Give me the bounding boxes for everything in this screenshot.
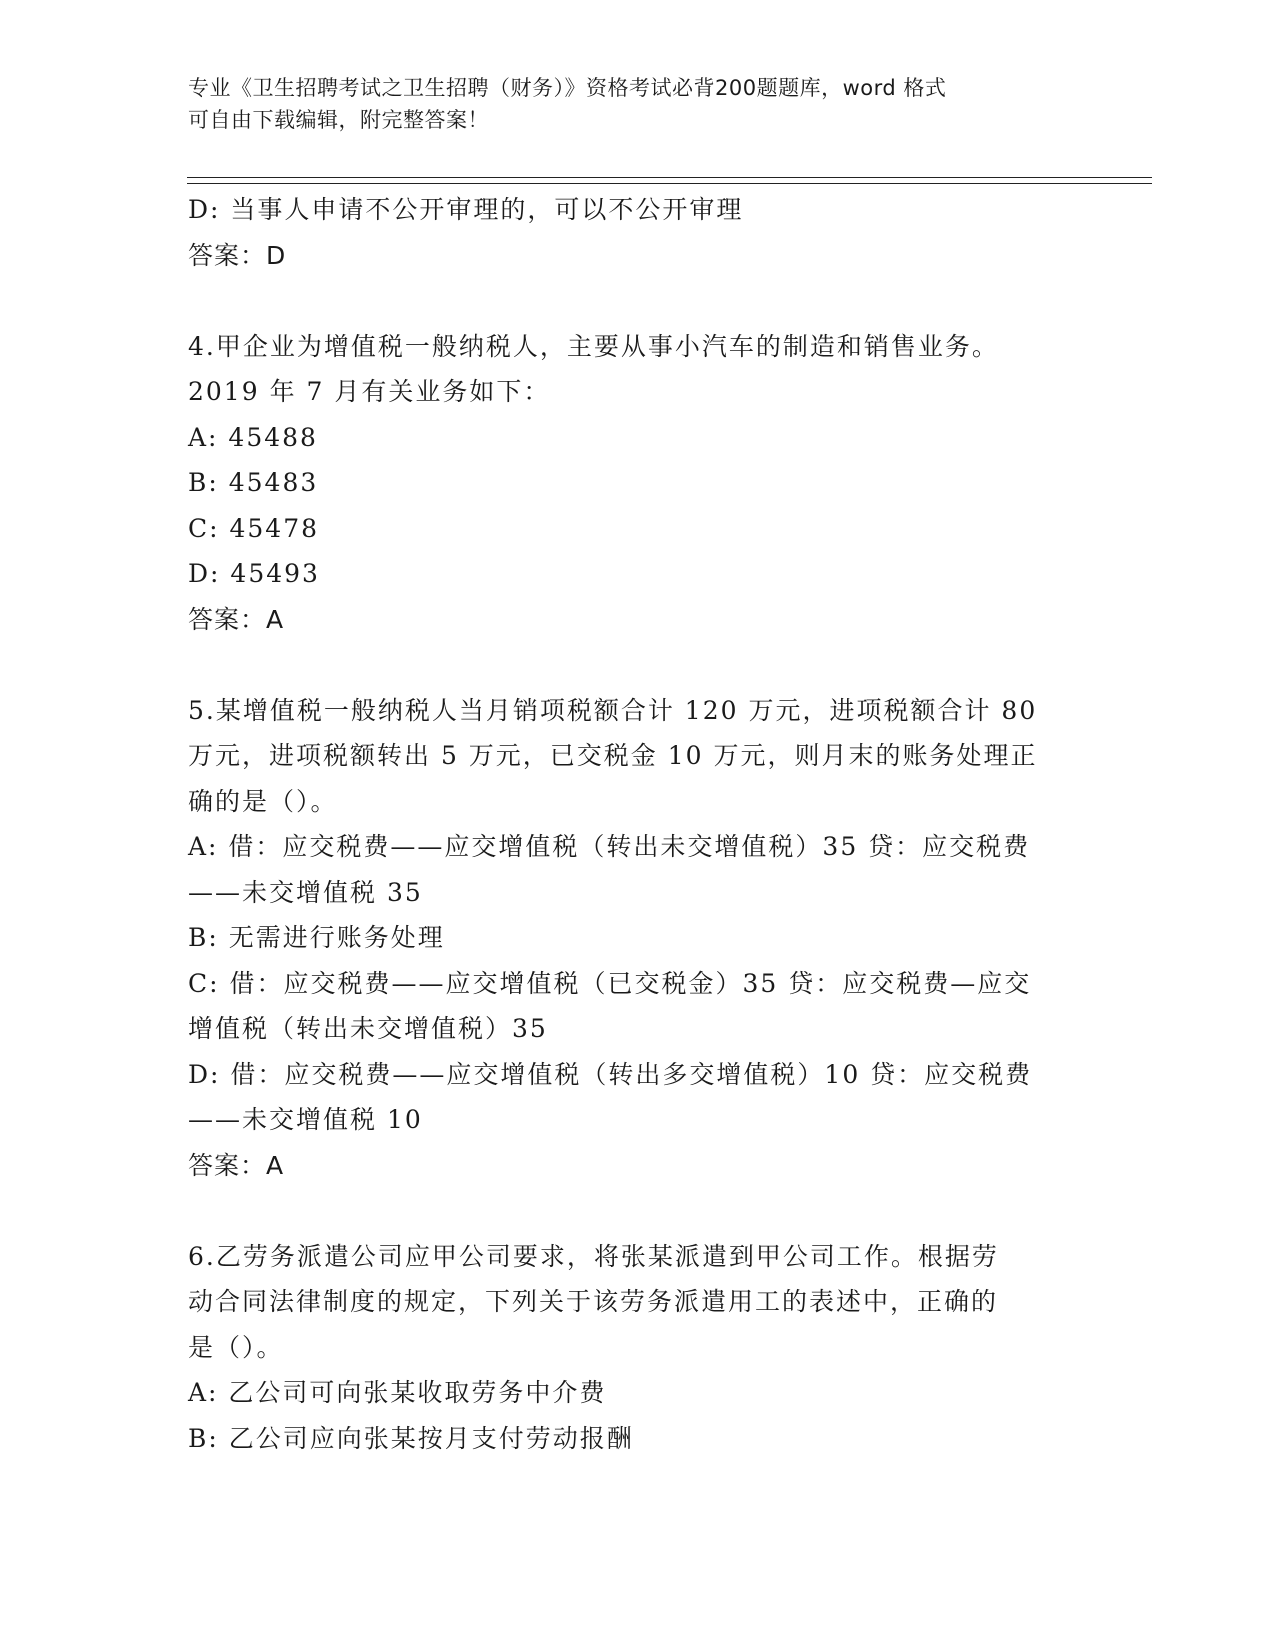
option-a-continued: ——未交增值税 35 <box>188 877 423 907</box>
document-header <box>188 72 1088 136</box>
option-d: D: 借：应交税费——应交增值税（转出多交增值税）10 贷：应交税费 <box>188 1059 1033 1089</box>
answer-label: 答案：A <box>188 1150 285 1180</box>
spacer <box>188 278 1088 324</box>
option-d: D: 当事人申请不公开审理的，可以不公开审理 <box>188 195 744 224</box>
question-stem: 确的是（）。 <box>188 786 338 816</box>
question-stem: 6.乙劳务派遣公司应甲公司要求，将张某派遣到甲公司工作。根据劳 <box>188 1241 999 1271</box>
option-c: C: 45478 <box>188 513 320 543</box>
answer-label: 答案：D <box>188 240 287 270</box>
question-4 <box>188 324 1088 643</box>
header-divider-bottom <box>187 183 1152 184</box>
option-a: A: 45488 <box>188 422 318 452</box>
answer-label: 答案：A <box>188 604 285 634</box>
question-stem: 动合同法律制度的规定，下列关于该劳务派遣用工的表述中，正确的 <box>188 1287 999 1316</box>
option-a: A: 乙公司可向张某收取劳务中介费 <box>188 1378 607 1407</box>
option-c: C: 借：应交税费——应交增值税（已交税金）35 贷：应交税费—应交 <box>188 968 1032 998</box>
question-stem: 万元，进项税额转出 5 万元，已交税金 10 万元，则月末的账务处理正 <box>188 741 1038 770</box>
question-3-tail <box>188 187 1088 278</box>
header-title-line-1: 专业《卫生招聘考试之卫生招聘（财务）》资格考试必背200题题库，word 格式 <box>188 76 947 100</box>
question-stem: 5.某增值税一般纳税人当月销项税额合计 120 万元，进项税额合计 80 <box>188 695 1038 725</box>
option-d-continued: ——未交增值税 10 <box>188 1105 423 1134</box>
spacer <box>188 642 1088 688</box>
spacer <box>188 1188 1088 1234</box>
option-a: A: 借：应交税费——应交增值税（转出未交增值税）35 贷：应交税费 <box>188 832 1031 861</box>
document-body <box>188 187 1088 1461</box>
question-6 <box>188 1234 1088 1462</box>
header-title-line-2: 可自由下载编辑，附完整答案！ <box>188 108 489 132</box>
option-d: D: 45493 <box>188 559 320 588</box>
header-divider-top <box>187 177 1152 178</box>
option-b: B: 无需进行账务处理 <box>188 923 445 952</box>
question-stem: 是（）。 <box>188 1332 284 1362</box>
option-b: B: 乙公司应向张某按月支付劳动报酬 <box>188 1423 634 1453</box>
question-5 <box>188 688 1088 1189</box>
question-stem: 4.甲企业为增值税一般纳税人，主要从事小汽车的制造和销售业务。 <box>188 331 999 361</box>
option-b: B: 45483 <box>188 468 319 497</box>
question-stem: 2019 年 7 月有关业务如下： <box>188 377 551 406</box>
option-c-continued: 增值税（转出未交增值税）35 <box>188 1014 548 1043</box>
